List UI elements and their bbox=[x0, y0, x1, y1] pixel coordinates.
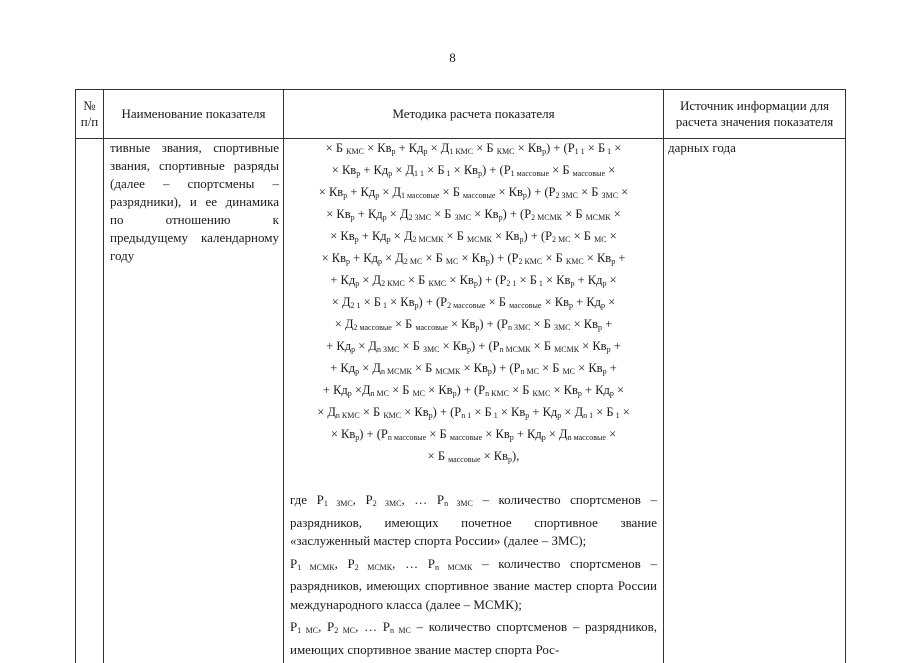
formula-line: × Б $_{массовые} \times Кв_р$), bbox=[290, 447, 657, 469]
formula-line: × $Кв_р + Кд_р \times Д_{2 МС} \times Б$ $_{МС} \times Кв_р) + (Р_{2 КМС} \times Б$ $_{КМС} \times Кв_р$ + bbox=[290, 249, 657, 271]
formula-line: × $Кв_р + Кд_р \times Д_{2 МСМК} \times Б$ $_{МСМК} \times Кв_р) + (Р_{2 МС} \times Б$ $_{МС}$ × bbox=[290, 227, 657, 249]
formula-line: + $Кд_р \times Д_{2 КМС} \times Б$ $_{КМС} \times Кв_р) + (Р_{2 1} \times Б$ $_1 \times Кв_р + Кд_р$ × bbox=[290, 271, 657, 293]
table-header-row bbox=[76, 90, 846, 139]
table-row bbox=[76, 139, 846, 663]
formula-line: × Б $_{КМС} \times Кв_р + Кд_р \times Д_{1 КМС} \times Б$ $_{КМС} \times Кв_р) + (Р_{1 1} \times Б$ $_1$ × bbox=[290, 139, 657, 161]
source-cell: дарных года bbox=[664, 139, 846, 663]
formula-line: × $Кв_р) + (Р_{n массовые} \times Б$ $_{массовые} \times Кв_р + Кд_р \times Д_{n массовые}$ × bbox=[290, 425, 657, 447]
explanation-paragraph: $Р_{1 МС}$, $Р_{2 МС}$, … $Р_{n МС}$ – количество спортсменов – разрядников, имеющих спортивное звание мастер спорта Рос- bbox=[290, 618, 657, 659]
formula-line: × $Д_{2 1} \times Б$ $_1 \times Кв_р) + (Р_{2 массовые} \times Б$ $_{массовые} \times Кв_р + Кд_р$ × bbox=[290, 293, 657, 315]
header-num: № п/п bbox=[76, 90, 104, 139]
explanation-paragraph: где $Р_{1 ЗМС}$, $Р_{2 ЗМС}$, … $Р_{n ЗМС}$ – количество спортсменов – разрядников, имеющих почетное спортивное звание «заслуженный мастер спорта России» (далее – ЗМС); bbox=[290, 491, 657, 551]
indicator-table bbox=[75, 89, 846, 663]
formula-line: + $Кд_р \times Д_{n ЗМС} \times Б$ $_{ЗМС} \times Кв_р) + (Р_{n МСМК} \times Б$ $_{МСМК} \times Кв_р$ + bbox=[290, 337, 657, 359]
header-source: Источник информации для расчета значения показателя bbox=[664, 90, 846, 139]
formula-line: + $Кд_р \times Д_{n МСМК} \times Б$ $_{МСМК} \times Кв_р) + (Р_{n МС} \times Б$ $_{МС} \times Кв_р$ + bbox=[290, 359, 657, 381]
formula bbox=[290, 139, 657, 469]
explanations bbox=[290, 491, 657, 659]
header-name: Наименование показателя bbox=[104, 90, 284, 139]
method-cell bbox=[284, 139, 664, 663]
indicator-name-cell: тивные звания, спортивные звания, спортивные разряды (далее – спортсмены – разрядники), и ее динамика по отношению к предыдущему календарному году bbox=[104, 139, 284, 663]
num-cell bbox=[76, 139, 104, 663]
formula-line: × $Кв_р + Кд_р \times Д_{1 1} \times Б$ $_1 \times Кв_р) + (Р_{1 массовые} \times Б$ $_{массовые}$ × bbox=[290, 161, 657, 183]
explanation-paragraph: $Р_{1 МСМК}$, $Р_{2 МСМК}$, … $Р_{n МСМК}$ – количество спортсменов – разрядников, имеющих спортивное звание мастер спорта России международного класса (далее – МСМК); bbox=[290, 555, 657, 615]
formula-line: × $Д_{n КМС} \times Б$ $_{КМС} \times Кв_р) + (Р_{n 1} \times Б$ $_1 \times Кв_р + Кд_р \times Д_{n 1} \times Б$ $_1$ × bbox=[290, 403, 657, 425]
header-method: Методика расчета показателя bbox=[284, 90, 664, 139]
formula-line: × $Д_{2 массовые} \times Б$ $_{массовые} \times Кв_р) + (Р_{n ЗМС} \times Б$ $_{ЗМС} \times Кв_р$ + bbox=[290, 315, 657, 337]
formula-line: × $Кв_р + Кд_р \times Д_{1 массовые} \times Б$ $_{массовые} \times Кв_р) + (Р_{2 ЗМС} \times Б$ $_{ЗМС}$ × bbox=[290, 183, 657, 205]
formula-line: × $Кв_р + Кд_р \times Д_{2 ЗМС} \times Б$ $_{ЗМС} \times Кв_р) + (Р_{2 МСМК} \times Б$ $_{МСМК}$ × bbox=[290, 205, 657, 227]
formula-line: + $Кд_р \times Д_{n МС} \times Б$ $_{МС} \times Кв_р) + (Р_{n КМС} \times Б$ $_{КМС} \times Кв_р + Кд_р$ × bbox=[290, 381, 657, 403]
page-number: 8 bbox=[0, 50, 905, 66]
